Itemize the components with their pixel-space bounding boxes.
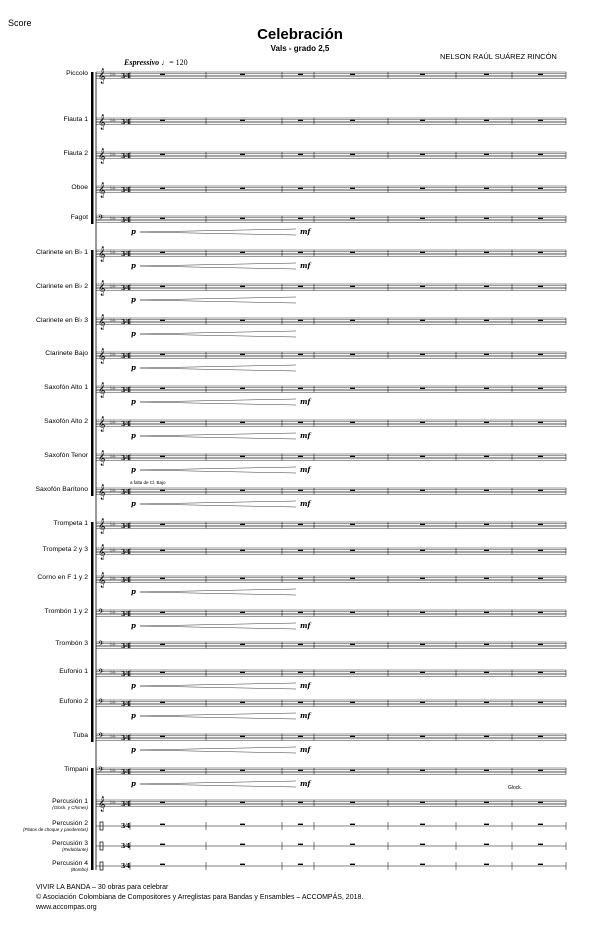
instrument-name: Corno en F 1 y 2 xyxy=(37,574,88,581)
instrument-name: Trompeta 1 xyxy=(53,520,88,527)
treble-clef-icon: 𝄞 xyxy=(98,797,106,812)
instrument-name: Clarinete Bajo xyxy=(45,350,88,357)
staff-22 xyxy=(96,766,566,789)
flat-key-icon: ♭♭ xyxy=(110,799,116,806)
dynamic-piano: p xyxy=(131,745,136,754)
instrument-subtitle: (Bombo) xyxy=(70,867,88,872)
time-signature-icon: 3⁄4 xyxy=(121,455,131,462)
flat-key-icon: ♭♭ xyxy=(110,283,116,290)
flat-key-icon: ♭♭ xyxy=(110,215,116,222)
staff-18 xyxy=(96,640,566,651)
treble-clef-icon: 𝄞 xyxy=(98,183,106,198)
dynamic-mezzo-forte: mf xyxy=(300,261,311,270)
staff-1 xyxy=(96,69,566,84)
flat-key-icon: ♭♭ xyxy=(110,419,116,426)
dynamic-piano: p xyxy=(131,397,136,406)
footer-copyright: © Asociación Colombiana de Compositores y Arreglistas para Bandas y Ensambles – ACCOMPÁS, 2018. xyxy=(36,894,364,901)
staff-12 xyxy=(96,451,566,474)
flat-key-icon: ♭♭ xyxy=(110,385,116,392)
piece-title: Celebración xyxy=(257,26,343,43)
time-signature-icon: 3⁄4 xyxy=(121,823,131,830)
flat-key-icon: ♭♭ xyxy=(110,641,116,648)
time-signature-icon: 3⁄4 xyxy=(121,285,131,292)
dynamic-mezzo-forte: mf xyxy=(300,227,311,236)
time-signature-icon: 3⁄4 xyxy=(121,549,131,556)
tempo-text: Espressivo xyxy=(124,58,160,67)
instrument-name: Piccolo xyxy=(66,70,88,77)
bass-clef-icon: 𝄢 xyxy=(98,214,104,225)
flat-key-icon: ♭♭ xyxy=(110,249,116,256)
instrument-name: Trompeta 2 y 3 xyxy=(42,546,88,553)
treble-clef-icon: 𝄞 xyxy=(98,315,106,330)
dynamic-mezzo-forte: mf xyxy=(300,779,311,788)
treble-clef-icon: 𝄞 xyxy=(98,545,106,560)
piece-subtitle: Vals - grado 2,5 xyxy=(270,44,330,53)
instrument-name: Saxofón Alto 1 xyxy=(44,384,88,391)
score-label: Score xyxy=(8,18,32,28)
flat-key-icon: ♭♭ xyxy=(110,521,116,528)
dynamic-piano: p xyxy=(131,295,136,304)
time-signature-icon: 3⁄4 xyxy=(121,843,131,850)
staff-11 xyxy=(96,417,566,440)
treble-clef-icon: 𝄞 xyxy=(98,417,106,432)
time-signature-icon: 3⁄4 xyxy=(121,523,131,530)
dynamic-mezzo-forte: mf xyxy=(300,397,311,406)
dynamic-piano: p xyxy=(131,227,136,236)
dynamic-mezzo-forte: mf xyxy=(300,499,311,508)
time-signature-icon: 3⁄4 xyxy=(121,73,131,80)
time-signature-icon: 3⁄4 xyxy=(121,353,131,360)
time-signature-icon: 3⁄4 xyxy=(121,863,131,870)
quarter-note-icon: ♩ xyxy=(161,58,170,67)
time-signature-icon: 3⁄4 xyxy=(121,387,131,394)
instrument-name: Percusión 1 xyxy=(52,798,88,805)
dynamic-piano: p xyxy=(131,621,136,630)
staff-9 xyxy=(96,349,566,372)
staff-23 xyxy=(96,797,566,812)
bass-clef-icon: 𝄢 xyxy=(98,766,104,777)
time-signature-icon: 3⁄4 xyxy=(121,701,131,708)
dynamic-mezzo-forte: mf xyxy=(300,431,311,440)
instrument-name: Percusión 3 xyxy=(52,840,88,847)
dynamic-mezzo-forte: mf xyxy=(300,465,311,474)
treble-clef-icon: 𝄞 xyxy=(98,573,106,588)
treble-clef-icon: 𝄞 xyxy=(98,149,106,164)
time-signature-icon: 3⁄4 xyxy=(121,217,131,224)
treble-clef-icon: 𝄞 xyxy=(98,451,106,466)
section-bracket xyxy=(91,72,94,224)
flat-key-icon: ♭♭ xyxy=(110,487,116,494)
dynamic-mezzo-forte: mf xyxy=(300,681,311,690)
dynamic-mezzo-forte: mf xyxy=(300,711,311,720)
staff-14 xyxy=(96,519,566,534)
footer-website: www.accompas.org xyxy=(36,904,97,911)
treble-clef-icon: 𝄞 xyxy=(98,485,106,500)
instrument-name: Oboe xyxy=(71,184,88,191)
staff-19 xyxy=(96,668,566,691)
flat-key-icon: ♭♭ xyxy=(110,767,116,774)
instrument-name: Eufonio 1 xyxy=(59,668,88,675)
staff-24 xyxy=(96,822,566,830)
flat-key-icon: ♭♭ xyxy=(110,699,116,706)
flat-key-icon: ♭♭ xyxy=(110,609,116,616)
dynamic-piano: p xyxy=(131,587,136,596)
staff-8 xyxy=(96,315,566,338)
staff-10 xyxy=(96,383,566,406)
section-bracket xyxy=(91,522,94,742)
instrument-name: Percusión 2 xyxy=(52,820,88,827)
bass-clef-icon: 𝄢 xyxy=(98,698,104,709)
flat-key-icon: ♭♭ xyxy=(110,453,116,460)
instrument-name: Flauta 1 xyxy=(63,116,88,123)
time-signature-icon: 3⁄4 xyxy=(121,319,131,326)
time-signature-icon: 3⁄4 xyxy=(121,187,131,194)
instrument-name: Trombón 1 y 2 xyxy=(44,608,88,615)
staff-5 xyxy=(96,214,566,237)
flat-key-icon: ♭♭ xyxy=(110,351,116,358)
staff-26 xyxy=(96,862,566,870)
instrument-subtitle: (Glock. y Chimes) xyxy=(52,805,88,810)
treble-clef-icon: 𝄞 xyxy=(98,519,106,534)
flat-key-icon: ♭♭ xyxy=(110,185,116,192)
section-bracket xyxy=(91,768,94,870)
dynamic-piano: p xyxy=(131,681,136,690)
treble-clef-icon: 𝄞 xyxy=(98,247,106,262)
time-signature-icon: 3⁄4 xyxy=(121,769,131,776)
time-signature-icon: 3⁄4 xyxy=(121,421,131,428)
time-signature-icon: 3⁄4 xyxy=(121,801,131,808)
instrument-name: Eufonio 2 xyxy=(59,698,88,705)
instrument-name: Saxofón Barítono xyxy=(35,486,88,493)
flat-key-icon: ♭♭ xyxy=(110,151,116,158)
bass-clef-icon: 𝄢 xyxy=(98,608,104,619)
dynamic-piano: p xyxy=(131,711,136,720)
time-signature-icon: 3⁄4 xyxy=(121,577,131,584)
staff-16 xyxy=(96,573,566,596)
flat-key-icon: ♭♭ xyxy=(110,317,116,324)
staff-25 xyxy=(96,842,566,850)
dynamic-piano: p xyxy=(131,329,136,338)
flat-key-icon: ♭♭ xyxy=(110,669,116,676)
instrument-name: Tuba xyxy=(72,732,88,739)
footer-collection: VIVIR LA BANDA – 30 obras para celebrar xyxy=(36,884,169,891)
dynamic-piano: p xyxy=(131,431,136,440)
time-signature-icon: 3⁄4 xyxy=(121,153,131,160)
bass-clef-icon: 𝄢 xyxy=(98,640,104,651)
tempo-value: = 120 xyxy=(169,58,188,67)
treble-clef-icon: 𝄞 xyxy=(98,281,106,296)
treble-clef-icon: 𝄞 xyxy=(98,69,106,84)
time-signature-icon: 3⁄4 xyxy=(121,251,131,258)
section-bracket xyxy=(91,250,94,496)
time-signature-icon: 3⁄4 xyxy=(121,119,131,126)
flat-key-icon: ♭♭ xyxy=(110,71,116,78)
staff-13 xyxy=(96,485,566,508)
instrument-name: Saxofón Tenor xyxy=(44,452,88,459)
staff-21 xyxy=(96,732,566,755)
dynamic-piano: p xyxy=(131,261,136,270)
instrument-name: Clarinete en B♭ 2 xyxy=(36,283,88,290)
instrument-name: Timpani xyxy=(64,766,88,773)
dynamic-mezzo-forte: mf xyxy=(300,745,311,754)
treble-clef-icon: 𝄞 xyxy=(98,383,106,398)
time-signature-icon: 3⁄4 xyxy=(121,643,131,650)
staff-15 xyxy=(96,545,566,560)
instrument-name: Clarinete en B♭ 1 xyxy=(36,249,88,256)
dynamic-piano: p xyxy=(131,779,136,788)
bass-clef-icon: 𝄢 xyxy=(98,668,104,679)
staff-3 xyxy=(96,149,566,164)
dynamic-piano: p xyxy=(131,363,136,372)
instrument-subtitle: (Platos de choque y panderetas) xyxy=(22,827,88,832)
instrument-name: Saxofón Alto 2 xyxy=(44,418,88,425)
staff-6 xyxy=(96,247,566,270)
dynamic-piano: p xyxy=(131,465,136,474)
instrument-name: Fagot xyxy=(70,214,88,221)
treble-clef-icon: 𝄞 xyxy=(98,115,106,130)
instrument-name: Flauta 2 xyxy=(63,150,88,157)
instrument-name: Trombón 3 xyxy=(55,640,88,647)
time-signature-icon: 3⁄4 xyxy=(121,489,131,496)
bass-clef-icon: 𝄢 xyxy=(98,732,104,743)
time-signature-icon: 3⁄4 xyxy=(121,735,131,742)
glock-label: Glock. xyxy=(508,785,523,791)
time-signature-icon: 3⁄4 xyxy=(121,671,131,678)
flat-key-icon: ♭♭ xyxy=(110,547,116,554)
staff-17 xyxy=(96,608,566,631)
instrument-subtitle: (Redoblante) xyxy=(61,847,88,852)
tenor-note: a falta de Cl. Bajo xyxy=(130,480,166,485)
staff-2 xyxy=(96,115,566,130)
composer-name: NELSON RAÚL SUÁREZ RINCÓN xyxy=(440,52,557,61)
staff-7 xyxy=(96,281,566,304)
treble-clef-icon: 𝄞 xyxy=(98,349,106,364)
instrument-name: Percusión 4 xyxy=(52,860,88,867)
dynamic-mezzo-forte: mf xyxy=(300,621,311,630)
dynamic-piano: p xyxy=(131,499,136,508)
staff-4 xyxy=(96,183,566,198)
instrument-name: Clarinete en B♭ 3 xyxy=(36,317,88,324)
flat-key-icon: ♭♭ xyxy=(110,117,116,124)
flat-key-icon: ♭♭ xyxy=(110,733,116,740)
staff-20 xyxy=(96,698,566,721)
flat-key-icon: ♭♭ xyxy=(110,575,116,582)
time-signature-icon: 3⁄4 xyxy=(121,611,131,618)
